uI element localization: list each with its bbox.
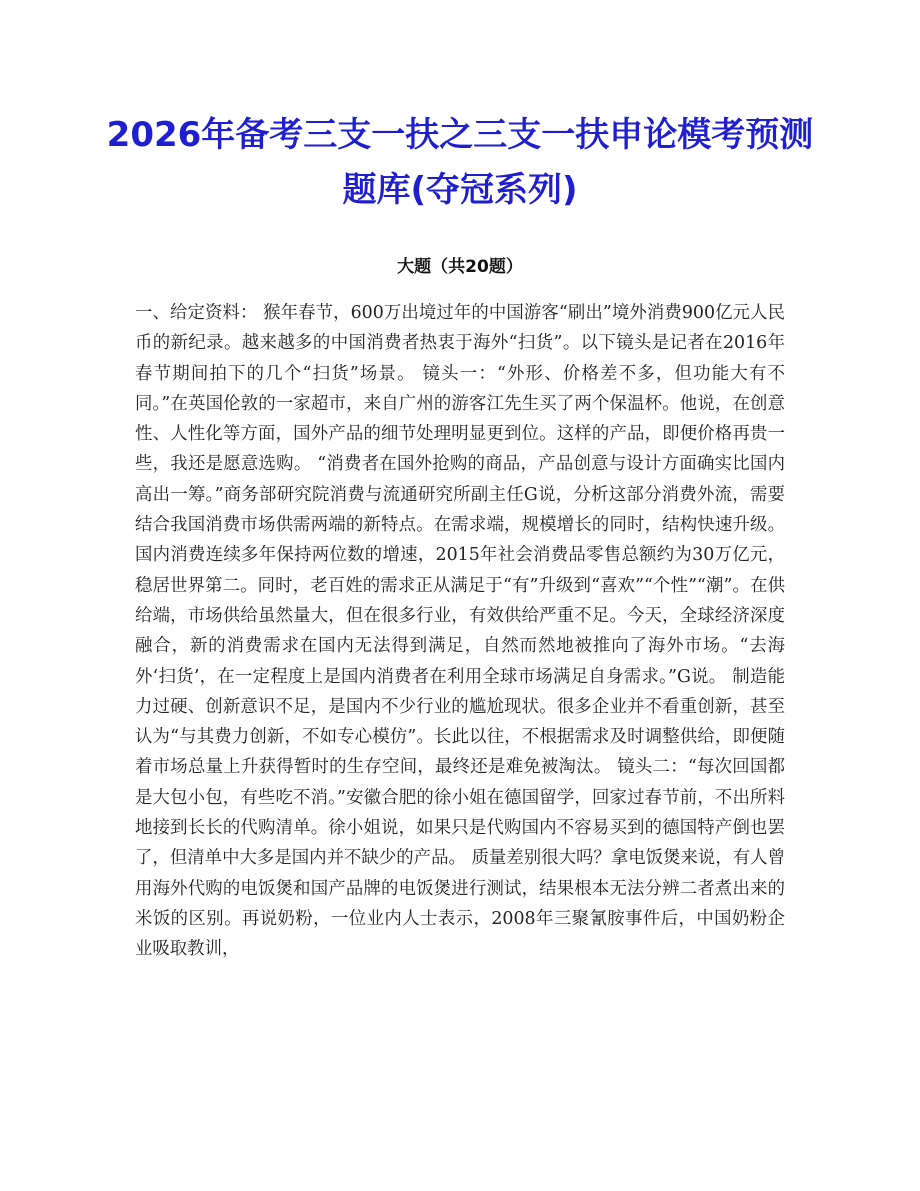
document-title: 2026年备考三支一扶之三支一扶申论模考预测题库(夺冠系列) — [106, 115, 814, 210]
section-heading: 大题（共20题） — [397, 257, 523, 277]
question-body-text: 一、给定资料： 猴年春节，600万出境过年的中国游客“刷出”境外消费900亿元人民币的新纪录。越来越多的中国消费者热衷于海外“扫货”。以下镜头是记者在2016年春节期间拍下的几个“扫货”场景。 镜头一：“外形、价格差不多，但功能大有不同。”在英国伦敦的一家超市，来自广州的游客江先生买了两个保温杯。他说，在创意性、人性化等方面，国外产品的细节处理明显更到位。这样的产品，即便价格再贵一些，我还是愿意选购。 “消费者在国外抢购的商品，产品创意与设计方面确实比国内高出一筹。”商务部研究院消费与流通研究所副主任G说，分析这部分消费外流，需要结合我国消费市场供需两端的新特点。在需求端，规模增长的同时，结构快速升级。国内消费连续多年保持两位数的增速，2015年社会消费品零售总额约为30万亿元，稳居世界第二。同时，老百姓的需求正从满足于“有”升级到“喜欢”“个性”“潮”。在供给端，市场供给虽然量大，但在很多行业，有效供给严重不足。今天，全球经济深度融合，新的消费需求在国内无法得到满足，自然而然地被推向了海外市场。“去海外‘扫货’，在一定程度上是国内消费者在利用全球市场满足自身需求。”G说。 制造能力过硬、创新意识不足，是国内不少行业的尴尬现状。很多企业并不看重创新，甚至认为“与其费力创新，不如专心模仿”。长此以往，不根据需求及时调整供给，即便随着市场总量上升获得暂时的生存空间，最终还是难免被淘汰。 镜头二：“每次回国都是大包小包，有些吃不消。”安徽合肥的徐小姐在德国留学，回家过春节前，不出所料地接到长长的代购清单。徐小姐说，如果只是代购国内不容易买到的德国特产倒也罢了，但清单中大多是国内并不缺少的产品。 质量差别很大吗？拿电饭煲来说，有人曾用海外代购的电饭煲和国产品牌的电饭煲进行测试，结果根本无法分辨二者煮出来的米饭的区别。再说奶粉，一位业内人士表示，2008年三聚氰胺事件后，中国奶粉企业吸取教训， — [135, 303, 785, 960]
